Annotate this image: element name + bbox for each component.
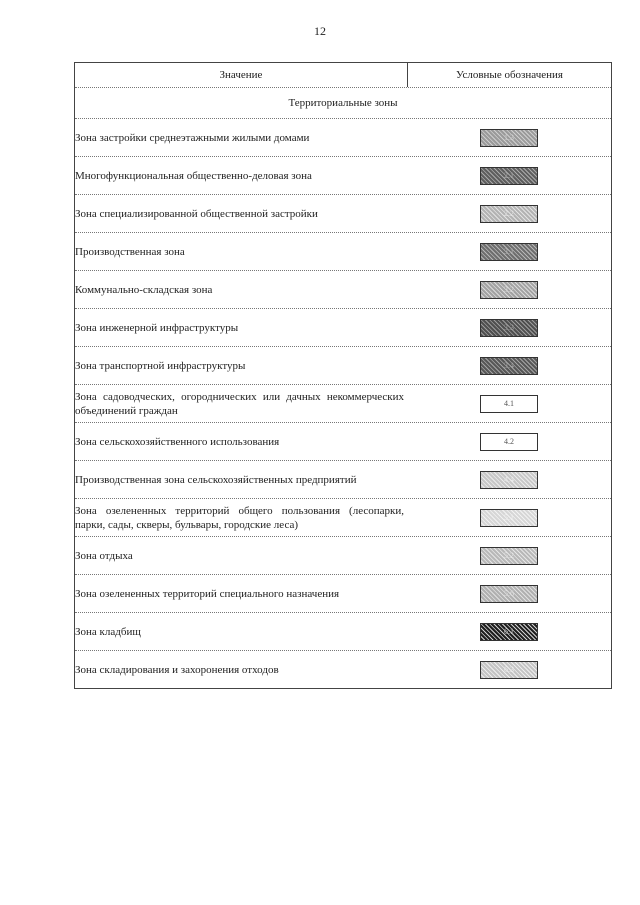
- zone-label: Производственная зона сельскохозяйственных предприятий: [75, 473, 357, 486]
- zone-symbol-cell: [407, 575, 611, 612]
- zone-code: 2.2: [504, 209, 514, 218]
- zone-label-cell: [75, 651, 407, 688]
- zone-swatch: [480, 243, 538, 261]
- zone-swatch: [480, 661, 538, 679]
- zone-label-cell: [75, 233, 407, 270]
- zone-symbol-cell: [407, 423, 611, 460]
- table-row: [75, 195, 611, 233]
- zone-symbol-cell: [407, 195, 611, 232]
- table-row: [75, 537, 611, 575]
- zone-symbol-cell: [407, 613, 611, 650]
- zone-symbol-cell: [407, 271, 611, 308]
- zone-label-cell: [75, 309, 407, 346]
- zone-code: 2.1: [504, 171, 514, 180]
- zone-swatch: [480, 357, 538, 375]
- zone-swatch: [480, 319, 538, 337]
- section-title: Территориальные зоны: [75, 88, 611, 119]
- zone-label: Зона отдыха: [75, 549, 133, 562]
- zone-label-cell: [75, 575, 407, 612]
- zone-label: Зона озелененных территорий общего пользования (лесопарки, парки, сады, скверы, бульвары, городские леса): [75, 504, 404, 531]
- zone-label: Производственная зона: [75, 245, 185, 258]
- zone-swatch: [480, 547, 538, 565]
- column-header-value: Значение: [75, 63, 408, 87]
- zone-swatch: [480, 433, 538, 451]
- zone-code: 4.1: [504, 399, 514, 408]
- zone-code: 4.4: [504, 475, 514, 484]
- zone-swatch: [480, 471, 538, 489]
- zone-label: Многофункциональная общественно-деловая зона: [75, 169, 312, 182]
- zone-label: Зона озелененных территорий специального назначения: [75, 587, 340, 600]
- table-row: [75, 423, 611, 461]
- zone-swatch: [480, 509, 538, 527]
- zone-symbol-cell: [407, 233, 611, 270]
- zone-symbol-cell: [407, 461, 611, 498]
- zone-symbol-cell: [407, 651, 611, 688]
- zone-label-cell: [75, 461, 407, 498]
- zone-label-cell: [75, 423, 407, 460]
- zone-swatch: [480, 395, 538, 413]
- table-row: [75, 575, 611, 613]
- table-row: [75, 347, 611, 385]
- zone-label-cell: [75, 119, 407, 156]
- zone-label-cell: [75, 537, 407, 574]
- zone-label-cell: [75, 499, 407, 536]
- zone-swatch: [480, 167, 538, 185]
- zone-symbol-cell: [407, 157, 611, 194]
- zone-symbol-cell: [407, 347, 611, 384]
- zone-label: Зона складирования и захоронения отходов: [75, 663, 279, 676]
- zone-swatch: [480, 623, 538, 641]
- zone-label: Зона инженерной инфраструктуры: [75, 321, 239, 334]
- zone-code: 6.1: [504, 627, 514, 636]
- column-header-symbol: Условные обозначения: [456, 69, 563, 81]
- zone-symbol-cell: [407, 537, 611, 574]
- zone-symbol-cell: [407, 309, 611, 346]
- zone-swatch: [480, 129, 538, 147]
- table-row: [75, 499, 611, 537]
- zone-swatch: [480, 281, 538, 299]
- zone-code: 4.2: [504, 437, 514, 446]
- zone-label: Зона застройки среднеэтажными жилыми домами: [75, 131, 310, 144]
- zone-label-cell: [75, 613, 407, 650]
- zone-label-cell: [75, 347, 407, 384]
- zone-code: 5.1: [504, 513, 514, 522]
- zone-code: 3.3: [504, 323, 514, 332]
- zone-swatch: [480, 585, 538, 603]
- zone-code: 5.2: [504, 551, 514, 560]
- legend-rows: [75, 119, 611, 688]
- zone-label-cell: [75, 385, 407, 422]
- table-row: [75, 119, 611, 157]
- zone-label: Зона сельскохозяйственного использования: [75, 435, 280, 448]
- zone-swatch: [480, 205, 538, 223]
- table-row: [75, 157, 611, 195]
- zone-code: 6.3: [504, 665, 514, 674]
- legend-table: [74, 62, 612, 689]
- table-row: [75, 385, 611, 423]
- zone-symbol-cell: [407, 385, 611, 422]
- zone-label: Зона кладбищ: [75, 625, 141, 638]
- table-row: [75, 271, 611, 309]
- table-header-row: [75, 62, 611, 88]
- zone-symbol-cell: [407, 119, 611, 156]
- table-row: [75, 233, 611, 271]
- zone-code: 3.4: [504, 361, 514, 370]
- zone-label: Зона специализированной общественной застройки: [75, 207, 318, 220]
- zone-label-cell: [75, 157, 407, 194]
- table-row: [75, 613, 611, 651]
- zone-code: 3.1: [504, 247, 514, 256]
- table-row: [75, 461, 611, 499]
- table-row: [75, 309, 611, 347]
- page-number: 12: [314, 24, 326, 38]
- zone-label-cell: [75, 195, 407, 232]
- table-row: [75, 651, 611, 688]
- zone-label-cell: [75, 271, 407, 308]
- zone-code: 1.3: [504, 133, 514, 142]
- zone-code: 5.6: [504, 589, 514, 598]
- zone-code: 3.2: [504, 285, 514, 294]
- zone-label: Зона транспортной инфраструктуры: [75, 359, 246, 372]
- zone-label: Коммунально-складская зона: [75, 283, 213, 296]
- zone-symbol-cell: [407, 499, 611, 536]
- zone-label: Зона садоводческих, огороднических или дачных некоммерческих объединений граждан: [75, 390, 404, 417]
